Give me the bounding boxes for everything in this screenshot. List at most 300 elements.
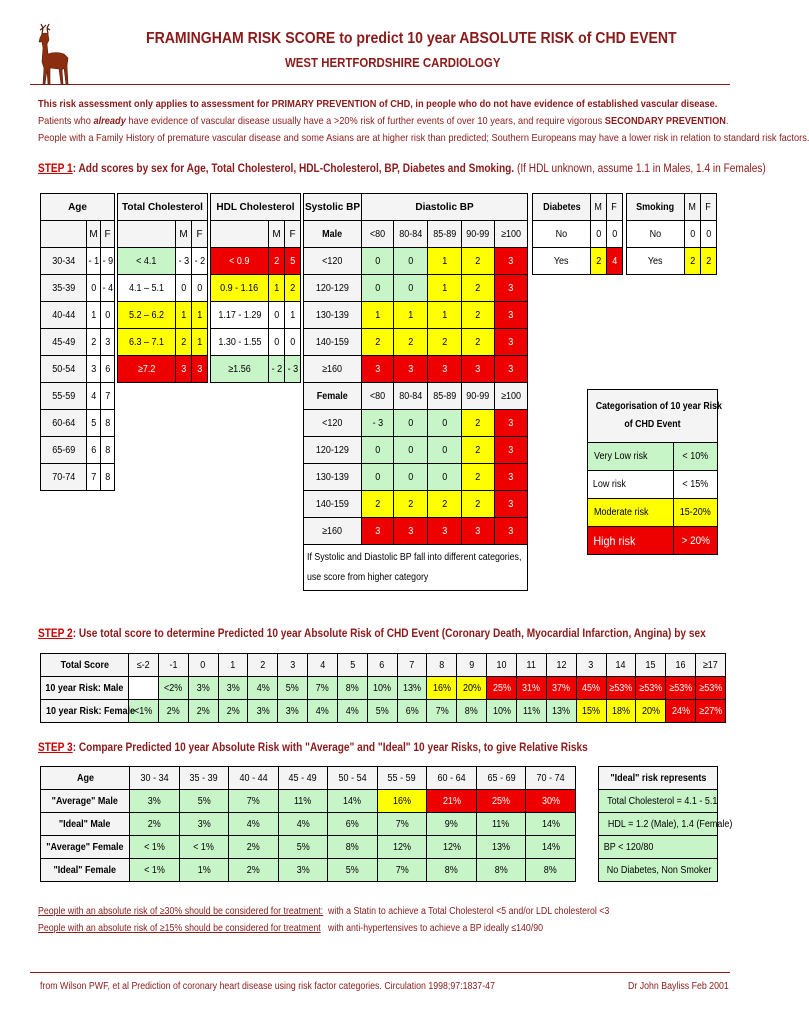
table-row: [599, 859, 718, 882]
step3-risk: 3%: [130, 790, 180, 813]
bp-score: 3: [462, 518, 495, 545]
table-row: [304, 275, 528, 302]
table-row: [211, 356, 301, 383]
step3-risk: 12%: [377, 836, 427, 859]
step3-risk: 9%: [427, 813, 477, 836]
table-row: [118, 248, 208, 275]
predicted-risk: [129, 677, 159, 700]
hdl-cell: 0.9 - 1.16: [211, 275, 269, 302]
cholesterol-cell: 0: [176, 275, 192, 302]
ideal-title: "Ideal" risk represents: [599, 767, 718, 790]
sex-f: F: [701, 194, 717, 221]
predicted-risk: 5%: [278, 677, 308, 700]
table-row: [588, 527, 718, 555]
bp-score: 0: [394, 437, 428, 464]
smoking-cell: No: [627, 221, 685, 248]
step3-risk: 2%: [229, 836, 279, 859]
predicted-risk: 6%: [397, 700, 427, 723]
step3-risk: 4%: [278, 813, 328, 836]
step3-row-label: "Ideal" Female: [41, 859, 130, 882]
total-score-value: 15: [636, 654, 666, 677]
table-row: [211, 248, 301, 275]
bp-score: 0: [394, 248, 428, 275]
predicted-risk: 45%: [576, 677, 606, 700]
hdl-cell: ≥1.56: [211, 356, 269, 383]
bp-score: 1: [394, 302, 428, 329]
step3-row-label: "Average" Female: [41, 836, 130, 859]
age-band: 50-54: [41, 356, 87, 383]
diastolic-column: <80: [362, 383, 394, 410]
table-row: [41, 248, 115, 275]
total-score-value: ≥17: [696, 654, 726, 677]
step3-risk: 3%: [278, 859, 328, 882]
age-score-female: 3: [101, 329, 115, 356]
systolic-band: ≥160: [304, 518, 362, 545]
step3-risk: 12%: [427, 836, 477, 859]
diabetes-cell: No: [533, 221, 591, 248]
age-score-female: 8: [101, 437, 115, 464]
cholesterol-cell: 2: [176, 329, 192, 356]
table-row: [533, 248, 623, 275]
predicted-risk: 16%: [427, 677, 457, 700]
bp-score: 3: [394, 518, 428, 545]
hdl-cell: 1: [285, 302, 301, 329]
total-score-value: 1: [218, 654, 248, 677]
hdl-cell: 1.30 - 1.55: [211, 329, 269, 356]
blood-pressure-table: Systolic BP Diastolic BP Male <80 80-84 85-89 90-99 ≥100 <120 0 0 1 2 3 120-129 0 0 1 2 3 130-139 1 1 1 2 3 140-159 2 2 2 2 3 ≥160 3 3 3 3 3 Female <80 80-84 85-89 90-99 ≥100 <120 - 3 0 0 2 3 120-129 0 0 0 2 3 130-139 0 0 0 2 3 140-159 2 2 2 2 3 ≥160 3 3 3 3 3 If Systolic and Diastolic BP fall into different categories, use score from higher category: [303, 193, 528, 591]
predicted-risk: 3%: [188, 677, 218, 700]
table-row: [41, 790, 576, 813]
diabetes-table: [532, 193, 623, 275]
bp-score: 3: [495, 356, 528, 383]
age-band: 35-39: [41, 275, 87, 302]
total-score-value: 3: [576, 654, 606, 677]
deer-logo: [30, 24, 74, 90]
diastolic-column: ≥100: [495, 221, 528, 248]
cholesterol-cell: 3: [176, 356, 192, 383]
predicted-risk: 3%: [218, 677, 248, 700]
age-band: 70-74: [41, 464, 87, 491]
table-row: [304, 302, 528, 329]
diabetes-cell: 2: [591, 248, 607, 275]
diastolic-column: 80-84: [394, 383, 428, 410]
age-band: 60-64: [41, 410, 87, 437]
total-score-table: [40, 653, 726, 723]
bp-score: 0: [394, 275, 428, 302]
bp-score: 0: [362, 275, 394, 302]
total-score-value: 6: [367, 654, 397, 677]
step3-risk: 13%: [476, 836, 526, 859]
table-row: [41, 767, 576, 790]
diastolic-column: 80-84: [394, 221, 428, 248]
predicted-risk: 2%: [158, 700, 188, 723]
systolic-band: 130-139: [304, 464, 362, 491]
systolic-band: 130-139: [304, 302, 362, 329]
risk-category: Very Low risk: [588, 443, 674, 471]
bp-score: 2: [462, 437, 495, 464]
predicted-risk: 5%: [367, 700, 397, 723]
bp-score: 3: [495, 491, 528, 518]
age-band: 45-49: [41, 329, 87, 356]
hdl-cell: 1.17 - 1.29: [211, 302, 269, 329]
step3-risk: 11%: [278, 790, 328, 813]
step3-risk: 11%: [476, 813, 526, 836]
smoking-table: [626, 193, 717, 275]
bp-note-1: If Systolic and Diastolic BP fall into different categories,: [307, 551, 522, 563]
bp-score: 3: [495, 437, 528, 464]
bp-score: 2: [462, 275, 495, 302]
table-row: [533, 194, 623, 221]
bp-score: 2: [428, 329, 462, 356]
total-score-value: -1: [158, 654, 188, 677]
age-score-female: 0: [101, 302, 115, 329]
table-row: [41, 275, 115, 302]
table-row: [304, 221, 528, 248]
bp-score: 0: [394, 464, 428, 491]
systolic-band: 120-129: [304, 437, 362, 464]
bp-score: 3: [462, 356, 495, 383]
step3-risk: < 1%: [130, 836, 180, 859]
predicted-risk: ≥27%: [696, 700, 726, 723]
reference: from Wilson PWF, et al Prediction of coronary heart disease using risk factor categories. Circulation 1998;97:1837-47: [40, 981, 495, 992]
predicted-risk: 20%: [636, 700, 666, 723]
hdl-cell: 2: [285, 275, 301, 302]
step3-risk: 2%: [130, 813, 180, 836]
age-score-male: 0: [87, 275, 101, 302]
table-row: [588, 499, 718, 527]
predicted-risk: 13%: [397, 677, 427, 700]
risk-categorisation-table: Categorisation of 10 year Risk of CHD Event Very Low risk < 10% Low risk < 15% Moderate risk 15-20% High risk > 20%: [587, 389, 718, 555]
predicted-risk: 4%: [248, 677, 278, 700]
step3-age-band: 35 - 39: [179, 767, 229, 790]
diabetes-cell: 4: [607, 248, 623, 275]
predicted-risk: 8%: [337, 677, 367, 700]
step3-risk: 3%: [179, 813, 229, 836]
bp-score: 0: [428, 410, 462, 437]
step3-risk: 21%: [427, 790, 477, 813]
step3-risk: 7%: [229, 790, 279, 813]
total-score-value: 16: [666, 654, 696, 677]
cholesterol-cell: < 4.1: [118, 248, 176, 275]
step3-risk: 5%: [179, 790, 229, 813]
predicted-risk: 7%: [308, 677, 338, 700]
step3-age-band: 45 - 49: [278, 767, 328, 790]
risk-category: Low risk: [588, 471, 674, 499]
cholesterol-cell: 3: [192, 356, 208, 383]
table-row: [41, 383, 115, 410]
age-score-male: 3: [87, 356, 101, 383]
table-row: [118, 329, 208, 356]
ideal-item: Total Cholesterol = 4.1 - 5.1: [599, 790, 718, 813]
step3-risk: 7%: [377, 859, 427, 882]
bp-score: 2: [362, 329, 394, 356]
smoking-cell: 2: [701, 248, 717, 275]
predicted-risk: 2%: [218, 700, 248, 723]
bp-score: 0: [362, 437, 394, 464]
bp-score: 0: [362, 248, 394, 275]
age-score-female: 7: [101, 383, 115, 410]
step3-age-band: 65 - 69: [476, 767, 526, 790]
table-row: [533, 221, 623, 248]
predicted-risk: 11%: [516, 700, 546, 723]
bp-score: 1: [428, 248, 462, 275]
step3-risk: < 1%: [179, 836, 229, 859]
diastolic-column: ≥100: [495, 383, 528, 410]
age-score-male: 7: [87, 464, 101, 491]
age-score-female: 6: [101, 356, 115, 383]
bp-score: 2: [462, 464, 495, 491]
bp-score: 0: [362, 464, 394, 491]
bp-score: 2: [394, 329, 428, 356]
table-row: [627, 221, 717, 248]
table-row: [41, 813, 576, 836]
predicted-risk: 10%: [367, 677, 397, 700]
table-row: [41, 677, 726, 700]
antihypertensive-note: People with an absolute risk of ≥15% should be considered for treatment with anti-hypertensives to achieve a BP ideally ≤140/90: [38, 923, 544, 934]
risk-row-label: 10 year Risk: Female: [41, 700, 129, 723]
predicted-risk: 20%: [457, 677, 487, 700]
systolic-band: <120: [304, 410, 362, 437]
step3-risk: 16%: [377, 790, 427, 813]
step3-risk: 8%: [328, 836, 378, 859]
bp-score: 3: [428, 356, 462, 383]
age-score-male: 1: [87, 302, 101, 329]
table-row: [304, 248, 528, 275]
table-row: [118, 356, 208, 383]
table-row: [41, 437, 115, 464]
ideal-item: No Diabetes, Non Smoker: [599, 859, 718, 882]
predicted-risk: 7%: [427, 700, 457, 723]
ideal-item: HDL = 1.2 (Male), 1.4 (Female): [599, 813, 718, 836]
total-score-value: 7: [397, 654, 427, 677]
step3-risk: 8%: [526, 859, 576, 882]
author: Dr John Bayliss Feb 2001: [628, 981, 729, 992]
predicted-risk: 3%: [248, 700, 278, 723]
bp-score: 0: [428, 437, 462, 464]
sex-m: M: [685, 194, 701, 221]
risk-category: Moderate risk: [588, 499, 674, 527]
table-row: [599, 767, 718, 790]
bp-score: 2: [428, 491, 462, 518]
predicted-risk: ≥53%: [636, 677, 666, 700]
bp-score: 1: [428, 275, 462, 302]
bp-score: 3: [362, 356, 394, 383]
age-score-male: 6: [87, 437, 101, 464]
table-row: [211, 302, 301, 329]
hdl-cell: < 0.9: [211, 248, 269, 275]
predicted-risk: 8%: [457, 700, 487, 723]
step3-risk: 2%: [229, 859, 279, 882]
total-score-value: 2: [248, 654, 278, 677]
smoking-header: Smoking: [627, 194, 685, 221]
table-row: [588, 471, 718, 499]
step3-risk: 6%: [328, 813, 378, 836]
hdl-cell: 1: [269, 275, 285, 302]
bp-score: 0: [394, 410, 428, 437]
cholesterol-cell: 6.3 – 7.1: [118, 329, 176, 356]
age-header: Age: [41, 194, 115, 221]
hdl-cholesterol-table: HDL Cholesterol M F < 0.9 2 5 0.9 - 1.16 1 2 1.17 - 1.29 0 1 1.30 - 1.55 0 0 ≥1.56 - 2 - 3: [210, 193, 301, 383]
predicted-risk: ≥53%: [666, 677, 696, 700]
average-ideal-risk-table: [40, 766, 576, 882]
diastolic-column: 85-89: [428, 383, 462, 410]
predicted-risk: 37%: [546, 677, 576, 700]
hdl-cell: 0: [269, 302, 285, 329]
risk-threshold: 15-20%: [674, 499, 718, 527]
predicted-risk: <2%: [158, 677, 188, 700]
age-score-male: - 1: [87, 248, 101, 275]
intro-line-3: People with a Family History of premature vascular disease and some Asians are at higher risk than predicted; Southern Europeans may have a lower risk in relation to standard risk factors.: [38, 132, 809, 144]
table-row: [627, 248, 717, 275]
age-score-female: 8: [101, 410, 115, 437]
age-table: Age M F 30-34 - 1 - 9 35-39 0 - 4 40-44 1 0 45-49 2 3 50-54 3 6 55-59 4 7 60-64 5 8 65-69 6 8 70-74 7 8: [40, 193, 115, 491]
predicted-risk: ≥53%: [696, 677, 726, 700]
age-score-male: 4: [87, 383, 101, 410]
table-row: [304, 383, 528, 410]
table-row: [41, 302, 115, 329]
ideal-risk-box: [598, 766, 733, 882]
hdl-cell: 0: [285, 329, 301, 356]
predicted-risk: 13%: [546, 700, 576, 723]
bp-score: 3: [495, 410, 528, 437]
systolic-band: 140-159: [304, 329, 362, 356]
risk-threshold: < 10%: [674, 443, 718, 471]
table-row: [599, 813, 718, 836]
statin-note: People with an absolute risk of ≥30% should be considered for treatment: with a Statin to achieve a Total Cholesterol <5 and/or LDL cholesterol <3: [38, 906, 610, 917]
bp-score: 2: [462, 302, 495, 329]
age-band: 30-34: [41, 248, 87, 275]
bp-score: 2: [462, 410, 495, 437]
predicted-risk: 3%: [278, 700, 308, 723]
table-row: [304, 437, 528, 464]
smoking-cell: 2: [685, 248, 701, 275]
table-row: [41, 464, 115, 491]
table-row: [41, 700, 726, 723]
step3-risk: 30%: [526, 790, 576, 813]
predicted-risk: ≥53%: [606, 677, 636, 700]
predicted-risk: 18%: [606, 700, 636, 723]
total-score-value: 0: [188, 654, 218, 677]
total-score-value: 11: [516, 654, 546, 677]
intro-line-2: Patients who already have evidence of vascular disease usually have a >20% risk of further events of over 10 years, and require vigorous SECONDARY PREVENTION.: [38, 115, 729, 127]
cholesterol-cell: - 3: [176, 248, 192, 275]
step3-row-label: "Ideal" Male: [41, 813, 130, 836]
cholesterol-cell: ≥7.2: [118, 356, 176, 383]
table-row: [118, 275, 208, 302]
step3-heading: STEP 3: Compare Predicted 10 year Absolute Risk with "Average" and "Ideal" 10 year Risks, to give Relative Risks: [38, 742, 588, 754]
predicted-risk: 2%: [188, 700, 218, 723]
table-row: [304, 518, 528, 545]
risk-threshold: < 15%: [674, 471, 718, 499]
total-score-value: 3: [278, 654, 308, 677]
table-row: [588, 443, 718, 471]
smoking-cell: 0: [685, 221, 701, 248]
sex-m: M: [591, 194, 607, 221]
predicted-risk: 15%: [576, 700, 606, 723]
total-score-value: 10: [487, 654, 517, 677]
step3-age-band: 70 - 74: [526, 767, 576, 790]
systolic-band: <120: [304, 248, 362, 275]
bp-sex-label: Female: [304, 383, 362, 410]
total-score-value: 14: [606, 654, 636, 677]
step3-risk: 4%: [229, 813, 279, 836]
step3-risk: 8%: [427, 859, 477, 882]
cholesterol-cell: - 2: [192, 248, 208, 275]
bp-score: 3: [362, 518, 394, 545]
step3-risk: 1%: [179, 859, 229, 882]
systolic-band: ≥160: [304, 356, 362, 383]
smoking-cell: 0: [701, 221, 717, 248]
table-row: [304, 410, 528, 437]
smoking-cell: Yes: [627, 248, 685, 275]
step3-risk: 25%: [476, 790, 526, 813]
age-band: 40-44: [41, 302, 87, 329]
step2-heading: STEP 2: Use total score to determine Predicted 10 year Absolute Risk of CHD Event (Coronary Death, Myocardial Infarction, Angina) by sex: [38, 628, 706, 640]
table-row: [627, 194, 717, 221]
step3-risk: 14%: [328, 790, 378, 813]
predicted-risk: 31%: [516, 677, 546, 700]
predicted-risk: 10%: [487, 700, 517, 723]
bp-score: 2: [394, 491, 428, 518]
bp-score: 3: [495, 248, 528, 275]
age-score-male: 2: [87, 329, 101, 356]
table-row: [41, 410, 115, 437]
step3-row-label: Age: [41, 767, 130, 790]
page-subtitle: WEST HERTFORDSHIRE CARDIOLOGY: [285, 55, 501, 70]
predicted-risk: 25%: [487, 677, 517, 700]
step3-age-band: 30 - 34: [130, 767, 180, 790]
table-row: [118, 302, 208, 329]
intro-line-1: This risk assessment only applies to assessment for PRIMARY PREVENTION of CHD, in people who do not have evidence of established vascular disease.: [38, 98, 718, 110]
bp-score: 0: [428, 464, 462, 491]
predicted-risk: 24%: [666, 700, 696, 723]
age-score-female: - 4: [101, 275, 115, 302]
cholesterol-cell: 5.2 – 6.2: [118, 302, 176, 329]
bp-score: 1: [362, 302, 394, 329]
diabetes-cell: 0: [607, 221, 623, 248]
risk-category: High risk: [588, 527, 674, 555]
total-score-value: 12: [546, 654, 576, 677]
hdl-cell: 5: [285, 248, 301, 275]
step3-risk: 5%: [278, 836, 328, 859]
bp-score: 1: [428, 302, 462, 329]
step3-risk: < 1%: [130, 859, 180, 882]
bp-note-2: use score from higher category: [307, 571, 429, 583]
age-score-female: 8: [101, 464, 115, 491]
systolic-band: 140-159: [304, 491, 362, 518]
cholesterol-cell: 1: [176, 302, 192, 329]
table-row: [41, 356, 115, 383]
bp-score: 2: [462, 329, 495, 356]
cholesterol-cell: 4.1 – 5.1: [118, 275, 176, 302]
diastolic-column: 90-99: [462, 383, 495, 410]
cholesterol-cell: 0: [192, 275, 208, 302]
bp-score: 3: [428, 518, 462, 545]
diastolic-column: 90-99: [462, 221, 495, 248]
diabetes-header: Diabetes: [533, 194, 591, 221]
step1-heading: STEP 1: Add scores by sex for Age, Total Cholesterol, HDL-Cholesterol, BP, Diabetes and Smoking. (If HDL unknown, assume 1.1 in Males, 1.4 in Females): [38, 163, 766, 175]
predicted-risk: 4%: [337, 700, 367, 723]
table-row: [304, 356, 528, 383]
bp-score: 3: [394, 356, 428, 383]
age-score-male: 5: [87, 410, 101, 437]
table-row: [304, 464, 528, 491]
hdl-cell: - 2: [269, 356, 285, 383]
total-score-value: ≤-2: [129, 654, 159, 677]
age-score-female: - 9: [101, 248, 115, 275]
table-row: [599, 790, 718, 813]
total-score-value: 4: [308, 654, 338, 677]
